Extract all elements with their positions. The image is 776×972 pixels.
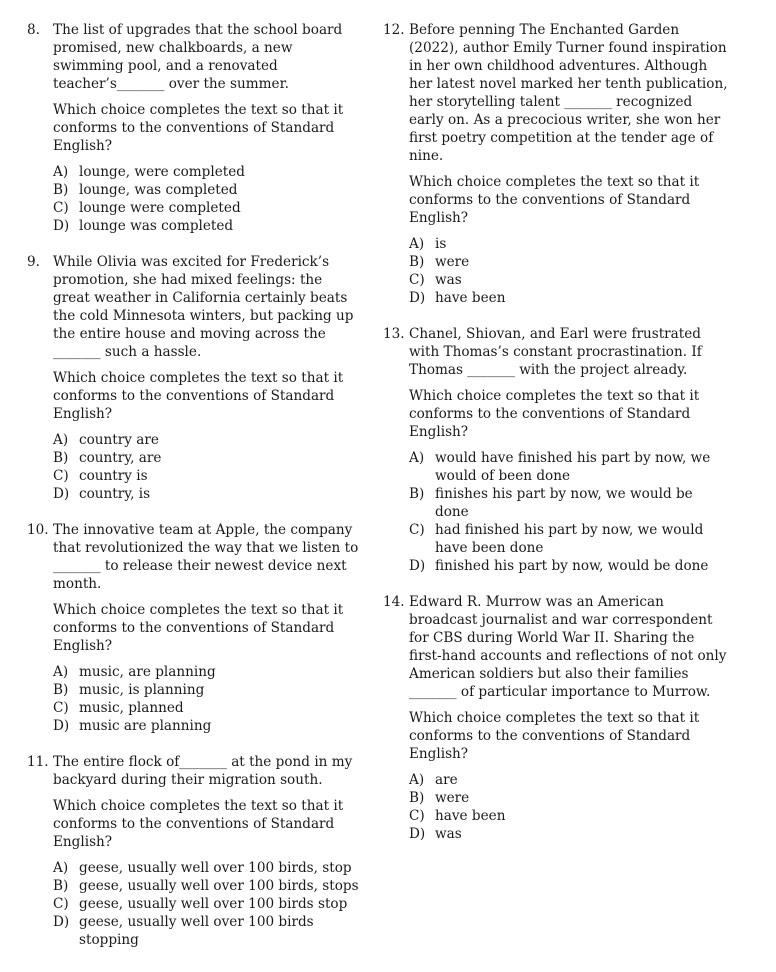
choice-text: have been: [435, 808, 506, 824]
choice-text: lounge, was completed: [79, 182, 238, 198]
choice-d[interactable]: [53, 217, 363, 235]
question-8: [27, 21, 363, 235]
choice-letter: D): [53, 486, 70, 502]
question-number: 14.: [383, 594, 405, 610]
choice-letter: D): [409, 826, 426, 842]
question-number: 11.: [27, 754, 49, 770]
choice-a[interactable]: [53, 163, 363, 181]
choice-text: geese, usually well over 100 birds, stop: [79, 860, 352, 876]
choice-letter: A): [409, 772, 425, 788]
question-text: The list of upgrades that the school board promised, new chalkboards, a new swimming pool, and a renovated teacher’s_______ over the summer.: [53, 22, 343, 92]
choice-letter: B): [53, 682, 69, 698]
choice-d[interactable]: [409, 557, 728, 575]
choice-b[interactable]: [53, 181, 363, 199]
choice-a[interactable]: [409, 771, 728, 789]
choice-c[interactable]: [53, 199, 363, 217]
choice-text: geese, usually well over 100 birds, stops: [79, 878, 359, 894]
choice-text: music, are planning: [79, 664, 216, 680]
choice-d[interactable]: [409, 825, 728, 843]
choice-letter: C): [53, 200, 69, 216]
choice-b[interactable]: [53, 681, 363, 699]
question-14: [383, 593, 728, 843]
question-text: The entire flock of_______ at the pond in my backyard during their migration south.: [53, 754, 353, 788]
question-text: The innovative team at Apple, the company that revolutionized the way that we listen to _______ to release their newest device next month.: [53, 522, 359, 592]
choice-c[interactable]: [409, 807, 728, 825]
choice-text: had finished his part by now, we would have been done: [435, 522, 704, 556]
question-prompt: Which choice completes the text so that it conforms to the conventions of Standard English?: [409, 710, 700, 762]
choice-text: music, planned: [79, 700, 184, 716]
choice-text: country are: [79, 432, 159, 448]
choice-text: lounge was completed: [79, 218, 234, 234]
choice-letter: A): [409, 450, 425, 466]
choice-letter: A): [409, 236, 425, 252]
choice-text: country, are: [79, 450, 162, 466]
question-13: [383, 325, 728, 575]
choice-letter: D): [409, 558, 426, 574]
choice-c[interactable]: [409, 271, 728, 289]
choice-text: lounge, were completed: [79, 164, 245, 180]
question-prompt: Which choice completes the text so that it conforms to the conventions of Standard English?: [409, 388, 700, 440]
choice-letter: C): [53, 896, 69, 912]
choice-text: finishes his part by now, we would be done: [435, 486, 693, 520]
choice-text: geese, usually well over 100 birds stop: [79, 896, 348, 912]
answer-choices: [53, 663, 363, 735]
choice-text: were: [435, 790, 470, 806]
choice-letter: C): [409, 522, 425, 538]
choice-letter: D): [409, 290, 426, 306]
answer-choices: [409, 235, 728, 307]
choice-letter: C): [53, 468, 69, 484]
choice-a[interactable]: [409, 449, 728, 485]
choice-text: were: [435, 254, 470, 270]
choice-letter: A): [53, 664, 69, 680]
choice-letter: D): [53, 718, 70, 734]
choice-text: music are planning: [79, 718, 212, 734]
choice-letter: A): [53, 860, 69, 876]
question-prompt: Which choice completes the text so that it conforms to the conventions of Standard English?: [53, 370, 344, 422]
question-text: Edward R. Murrow was an American broadcast journalist and war correspondent for CBS during World War II. Sharing the first-hand accounts and reflections of not only American soldiers but also their families _______ of particular importance to Murrow.: [409, 594, 727, 700]
choice-text: was: [435, 272, 462, 288]
choice-b[interactable]: [53, 877, 363, 895]
choice-c[interactable]: [53, 699, 363, 717]
choice-b[interactable]: [409, 485, 728, 521]
question-number: 9.: [27, 254, 40, 270]
question-11: [27, 753, 363, 949]
choice-letter: B): [53, 182, 69, 198]
choice-letter: B): [409, 486, 425, 502]
choice-d[interactable]: [53, 913, 363, 949]
choice-d[interactable]: [409, 289, 728, 307]
choice-letter: D): [53, 218, 70, 234]
question-number: 12.: [383, 22, 405, 38]
choice-text: country, is: [79, 486, 151, 502]
answer-choices: [409, 449, 728, 575]
choice-text: would have finished his part by now, we would of been done: [435, 450, 711, 484]
choice-text: lounge were completed: [79, 200, 241, 216]
choice-a[interactable]: [409, 235, 728, 253]
question-9: [27, 253, 363, 503]
question-number: 8.: [27, 22, 40, 38]
choice-text: have been: [435, 290, 506, 306]
question-number: 13.: [383, 326, 405, 342]
question-text: Before penning The Enchanted Garden (2022), author Emily Turner found inspiration in her own childhood adventures. Although her latest novel marked her tenth publication, her storytelling talent _______ recognized early on. As a precocious writer, she won her first poetry competition at the tender age of nine.: [409, 22, 728, 164]
answer-choices: [53, 431, 363, 503]
question-prompt: Which choice completes the text so that it conforms to the conventions of Standard English?: [53, 102, 344, 154]
choice-b[interactable]: [409, 789, 728, 807]
choice-letter: B): [53, 878, 69, 894]
choice-text: was: [435, 826, 462, 842]
choice-a[interactable]: [53, 663, 363, 681]
choice-a[interactable]: [53, 431, 363, 449]
choice-letter: B): [409, 790, 425, 806]
answer-choices: [53, 163, 363, 235]
choice-c[interactable]: [53, 895, 363, 913]
choice-a[interactable]: [53, 859, 363, 877]
question-10: [27, 521, 363, 735]
choice-text: country is: [79, 468, 148, 484]
choice-letter: A): [53, 432, 69, 448]
answer-choices: [409, 771, 728, 843]
answer-choices: [53, 859, 363, 949]
choice-b[interactable]: [53, 449, 363, 467]
choice-letter: C): [409, 808, 425, 824]
choice-letter: B): [53, 450, 69, 466]
question-prompt: Which choice completes the text so that it conforms to the conventions of Standard English?: [53, 602, 344, 654]
choice-letter: B): [409, 254, 425, 270]
question-text: Chanel, Shiovan, and Earl were frustrated with Thomas’s constant procrastination. If Thomas _______ with the project already.: [409, 326, 702, 378]
question-prompt: Which choice completes the text so that it conforms to the conventions of Standard English?: [53, 798, 344, 850]
choice-c[interactable]: [409, 521, 728, 557]
choice-letter: C): [53, 700, 69, 716]
right-column: [383, 21, 728, 843]
choice-text: music, is planning: [79, 682, 205, 698]
question-12: [383, 21, 728, 307]
choice-text: is: [435, 236, 447, 252]
choice-text: finished his part by now, would be done: [435, 558, 709, 574]
left-column: [27, 21, 363, 949]
question-prompt: Which choice completes the text so that it conforms to the conventions of Standard English?: [409, 174, 700, 226]
choice-letter: C): [409, 272, 425, 288]
choice-d[interactable]: [53, 717, 363, 735]
choice-text: are: [435, 772, 458, 788]
choice-letter: A): [53, 164, 69, 180]
choice-c[interactable]: [53, 467, 363, 485]
question-number: 10.: [27, 522, 49, 538]
choice-d[interactable]: [53, 485, 363, 503]
choice-letter: D): [53, 914, 70, 930]
choice-text: geese, usually well over 100 birds stopping: [79, 914, 314, 948]
choice-b[interactable]: [409, 253, 728, 271]
question-text: While Olivia was excited for Frederick’s promotion, she had mixed feelings: the great weather in California certainly beats the cold Minnesota winters, but packing up the entire house and moving across the _______ such a hassle.: [53, 254, 354, 360]
